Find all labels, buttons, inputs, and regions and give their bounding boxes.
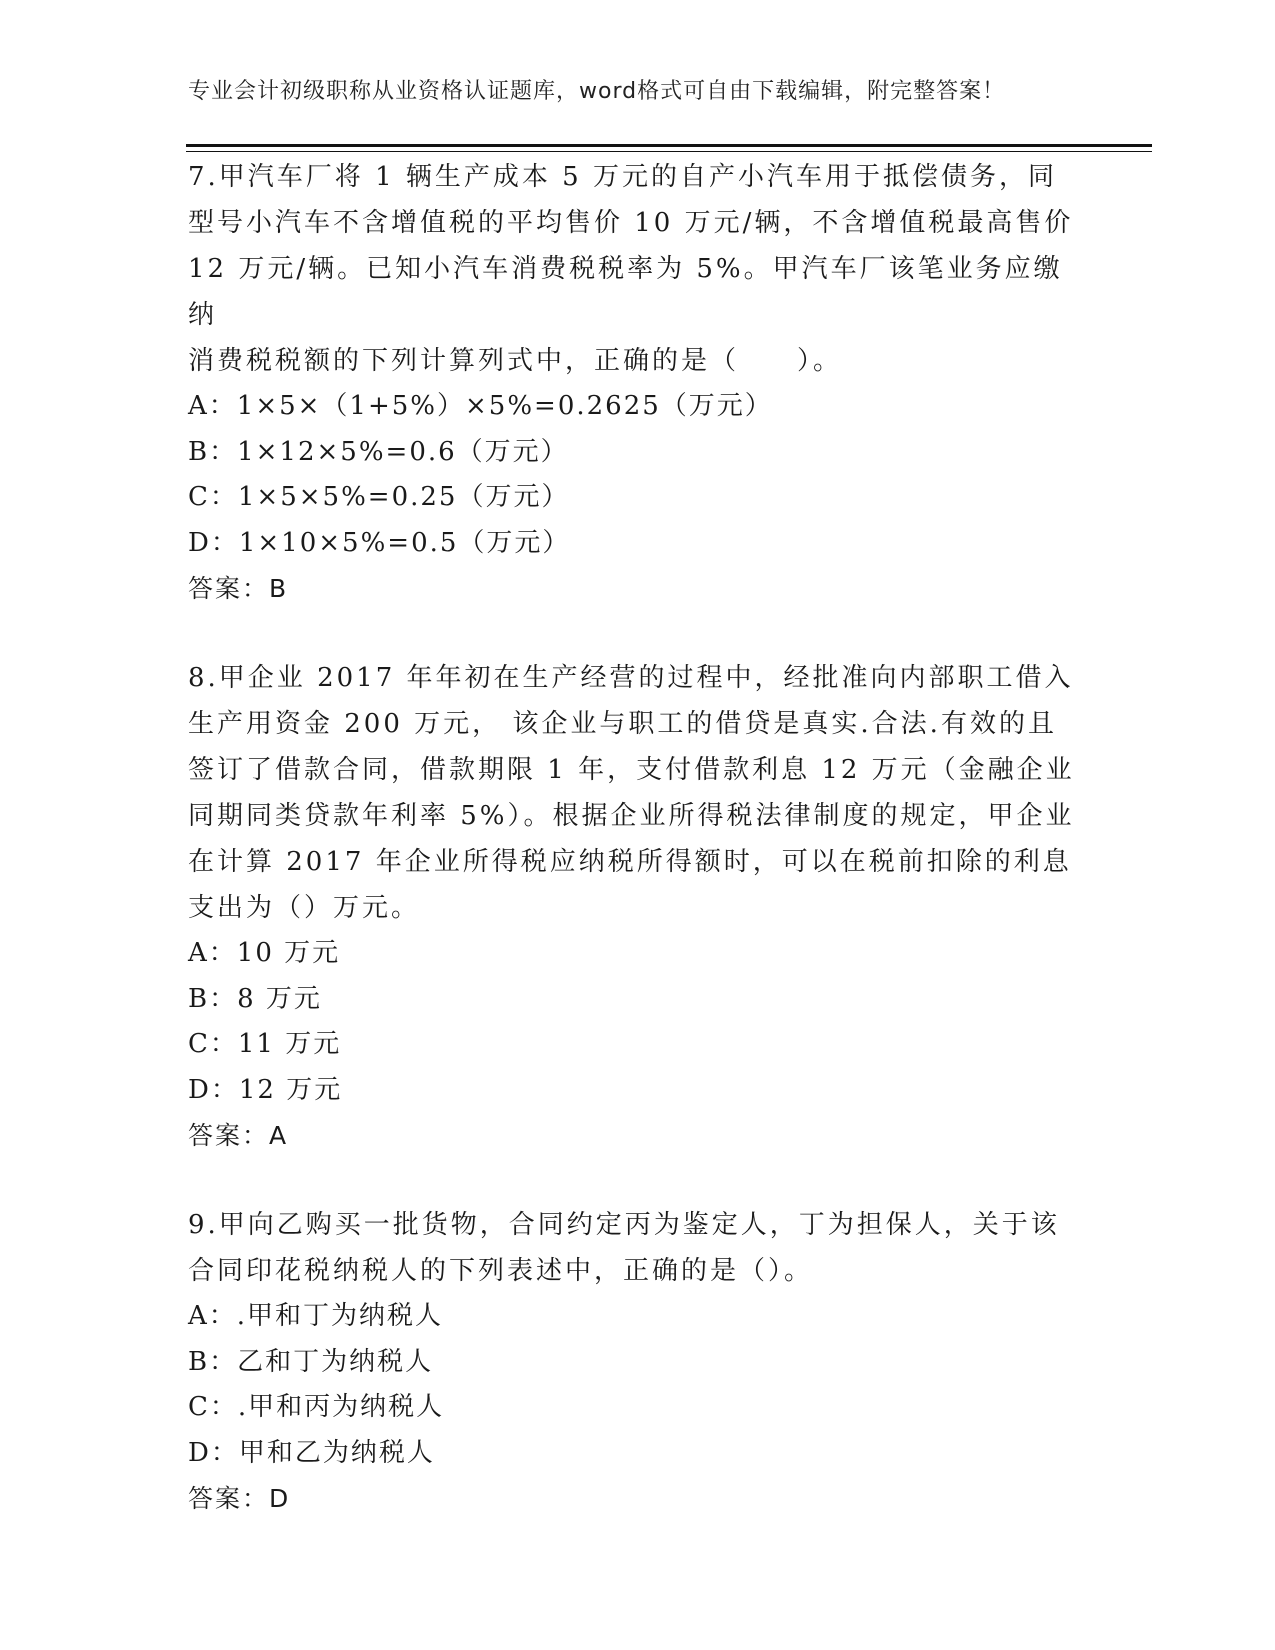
question-line: 签订了借款合同，借款期限 1 年，支付借款利息 12 万元（金融企业 [188, 755, 1075, 785]
option-c: C：1×5×5%=0.25（万元） [188, 482, 570, 512]
question-line: 在计算 2017 年企业所得税应纳税所得额时，可以在税前扣除的利息 [188, 847, 1072, 877]
option-d: D：12 万元 [188, 1074, 343, 1105]
option-b: B：乙和丁为纳税人 [188, 1346, 434, 1377]
header-rule-thick [186, 144, 1152, 147]
answer: 答案：B [188, 574, 289, 603]
question-8 [188, 655, 1088, 1159]
question-7 [188, 154, 1088, 612]
question-line: 合同印花税纳税人的下列表述中，正确的是（）。 [188, 1256, 814, 1286]
option-b: B：1×12×5%=0.6（万元） [188, 436, 569, 467]
question-line: 生产用资金 200 万元， 该企业与职工的借贷是真实.合法.有效的且 [188, 709, 1057, 739]
question-gap [188, 1159, 1088, 1202]
option-a: A：10 万元 [188, 938, 341, 968]
question-line: 7.甲汽车厂将 1 辆生产成本 5 万元的自产小汽车用于抵偿债务，同 [188, 162, 1057, 192]
option-d: D：1×10×5%=0.5（万元） [188, 527, 571, 558]
page-header: 专业会计初级职称从业资格认证题库，word格式可自由下载编辑，附完整答案！ [188, 79, 1006, 104]
question-line: 消费税税额的下列计算列式中，正确的是（ ）。 [188, 346, 843, 376]
question-line: 12 万元/辆。已知小汽车消费税税率为 5%。甲汽车厂该笔业务应缴纳 [188, 254, 1063, 330]
question-9 [188, 1202, 1088, 1522]
question-list [188, 154, 1088, 1522]
question-line: 9.甲向乙购买一批货物，合同约定丙为鉴定人，丁为担保人，关于该 [188, 1210, 1060, 1240]
answer: 答案：D [188, 1484, 291, 1513]
question-line: 支出为（）万元。 [188, 893, 421, 923]
option-c: C：.甲和丙为纳税人 [188, 1392, 445, 1422]
option-d: D：甲和乙为纳税人 [188, 1437, 435, 1468]
header-rule-thin [186, 151, 1152, 152]
option-c: C：11 万元 [188, 1029, 342, 1059]
option-a: A：.甲和丁为纳税人 [188, 1301, 444, 1331]
question-line: 8.甲企业 2017 年年初在生产经营的过程中，经批准向内部职工借入 [188, 663, 1074, 693]
option-a: A：1×5×（1+5%）×5%=0.2625（万元） [188, 391, 773, 421]
answer: 答案：A [188, 1121, 289, 1150]
question-gap [188, 612, 1088, 655]
question-line: 型号小汽车不含增值税的平均售价 10 万元/辆，不含增值税最高售价 [188, 208, 1074, 238]
question-line: 同期同类贷款年利率 5%）。根据企业所得税法律制度的规定，甲企业 [188, 801, 1075, 831]
option-b: B：8 万元 [188, 983, 322, 1014]
